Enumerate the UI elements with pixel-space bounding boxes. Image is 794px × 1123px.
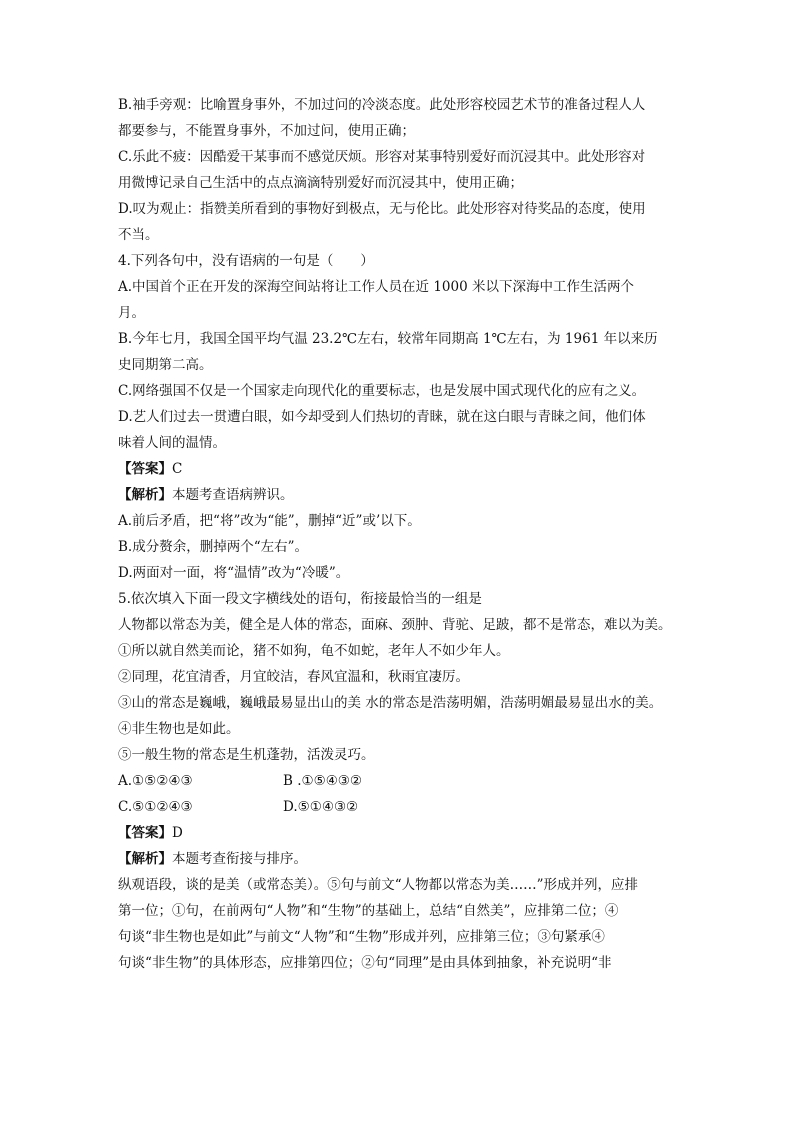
question-4-option-c: C.网络强国不仅是一个国家走向现代化的重要标志，也是发展中国式现代化的应有之义。 bbox=[118, 383, 646, 399]
text-line: 用微博记录自己生活中的点点滴滴特别爱好而沉浸其中，使用正确； bbox=[118, 175, 523, 191]
analysis-5-line: 纵观语段，谈的是美（或常态美）。⑤句与前文“人物都以常态为美……”形成并列，应排 bbox=[118, 877, 639, 893]
question-5-options-row bbox=[118, 768, 683, 794]
analysis-text: 本题考查衔接与排序。 bbox=[172, 851, 307, 867]
question-4-stem: 4.下列各句中，没有语病的一句是（ ） bbox=[118, 253, 374, 269]
question-5-sentence: ①所以就自然美而论，猪不如狗，龟不如蛇，老年人不如少年人。 bbox=[118, 643, 510, 659]
analysis-4-item: D.两面对一面，将“温情”改为“冷暖”。 bbox=[118, 565, 350, 581]
question-4-option-a: A.中国首个正在开发的深海空间站将让工作人员在近 1000 米以下深海中工作生活两个 bbox=[118, 279, 634, 295]
text-line: 史同期第二高。 bbox=[118, 357, 213, 373]
analysis-4-item: B.成分赘余，删掉两个“左右”。 bbox=[118, 539, 309, 555]
question-5-sentence: ③山的常态是巍峨，巍峨最易显出山的美 水的常态是浩荡明媚，浩荡明媚最易显出水的美。 bbox=[118, 695, 663, 711]
question-5-sentence: ⑤一般生物的常态是生机蓬勃，活泼灵巧。 bbox=[118, 747, 375, 763]
text-line: C.乐此不疲：因酷爱干某事而不感觉厌烦。形容对某事特别爱好而沉浸其中。此处形容对 bbox=[118, 149, 646, 165]
analysis-5-line: 句谈“非生物”的具体形态，应排第四位；②句“同理”是由具体到抽象，补充说明“非 bbox=[118, 955, 612, 971]
text-line: 不当。 bbox=[118, 227, 159, 243]
question-5-option-d: D.⑤①④③② bbox=[283, 799, 359, 815]
analysis-4 bbox=[118, 482, 683, 508]
answer-label: 【答案】 bbox=[118, 825, 172, 841]
answer-value: C bbox=[172, 461, 183, 477]
analysis-label: 【解析】 bbox=[118, 851, 172, 867]
question-5-option-c: C.⑤①②④③ bbox=[118, 799, 193, 815]
analysis-5 bbox=[118, 846, 683, 872]
question-4-option-b: B.今年七月，我国全国平均气温 23.2℃左右，较常年同期高 1℃左右，为 1961 年以来历 bbox=[118, 331, 658, 347]
analysis-5-line: 句谈“非生物也是如此”与前文“人物”和“生物”形成并列，应排第三位；③句紧承④ bbox=[118, 929, 605, 945]
question-5-sentence: ④非生物也是如此。 bbox=[118, 721, 240, 737]
question-5-stem: 5.依次填入下面一段文字横线处的语句，衔接最恰当的一组是 bbox=[118, 591, 482, 607]
text-line: D.叹为观止：指赞美所看到的事物好到极点，无与伦比。此处形容对待奖品的态度，使用 bbox=[118, 201, 646, 217]
question-4-option-d: D.艺人们过去一贯遭白眼，如今却受到人们热切的青睐，就在这白眼与青睐之间，他们体 bbox=[118, 409, 646, 425]
question-5-option-a: A.①⑤②④③ bbox=[118, 773, 193, 789]
analysis-5-line: 第一位；①句，在前两句“人物”和“生物”的基础上，总结“自然美”，应排第二位；④ bbox=[118, 903, 619, 919]
question-5-option-b: B .①⑤④③② bbox=[283, 773, 363, 789]
text-line: 月。 bbox=[118, 305, 145, 321]
answer-label: 【答案】 bbox=[118, 461, 172, 477]
answer-4 bbox=[118, 456, 683, 482]
answer-5 bbox=[118, 820, 683, 846]
question-5-passage: 人物都以常态为美，健全是人体的常态，面麻、颈肿、背驼、足跛，都不是常态，难以为美。 bbox=[118, 617, 672, 633]
question-5-options-row bbox=[118, 794, 683, 820]
document-page bbox=[118, 92, 683, 976]
question-5-sentence: ②同理，花宜清香，月宜皎洁，春风宜温和，秋雨宜凄厉。 bbox=[118, 669, 469, 685]
text-line: 都要参与，不能置身事外，不加过问，使用正确； bbox=[118, 123, 415, 139]
text-line: B.袖手旁观：比喻置身事外，不加过问的冷淡态度。此处形容校园艺术节的准备过程人人 bbox=[118, 97, 646, 113]
analysis-4-item: A.前后矛盾，把“将”改为“能”，删掉“近”或’以下。 bbox=[118, 513, 421, 529]
text-line: 味着人间的温情。 bbox=[118, 435, 226, 451]
analysis-label: 【解析】 bbox=[118, 487, 172, 503]
analysis-text: 本题考查语病辨识。 bbox=[172, 487, 294, 503]
answer-value: D bbox=[172, 825, 183, 841]
